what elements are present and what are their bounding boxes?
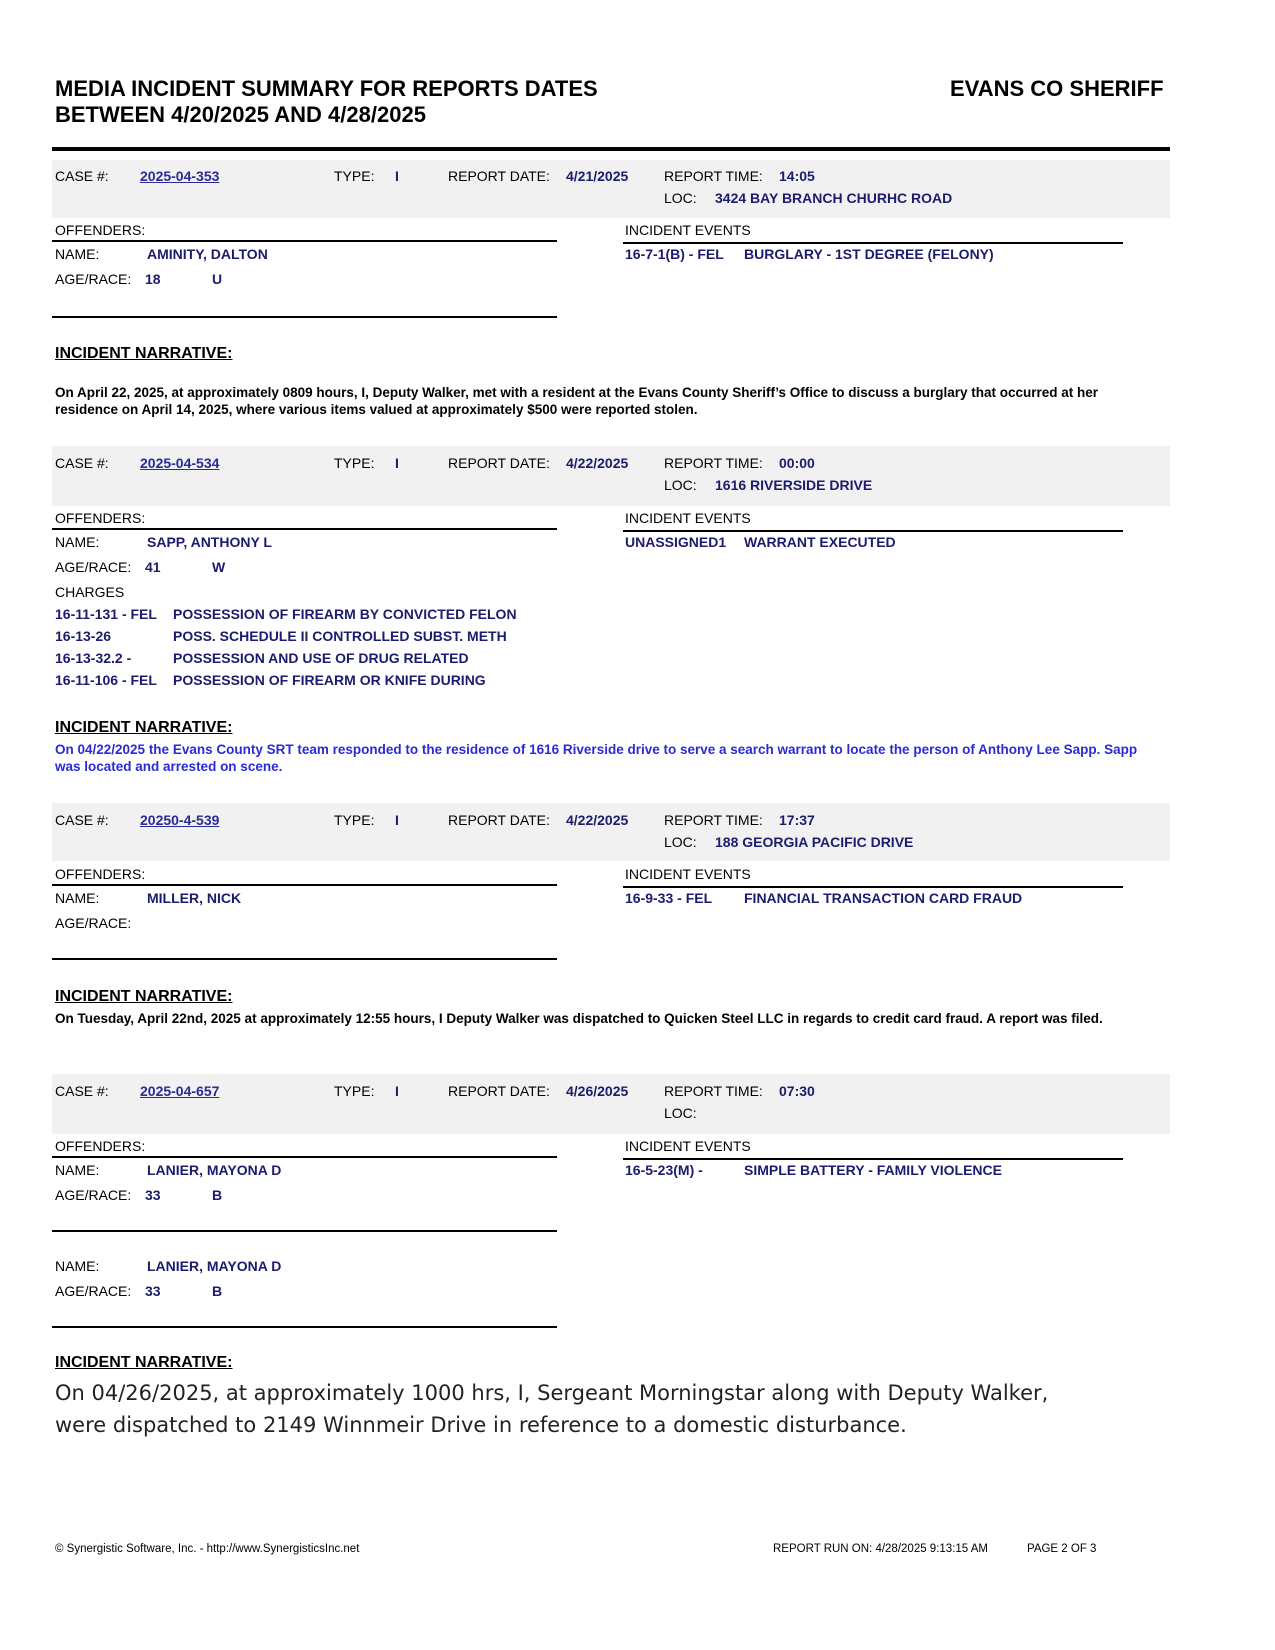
report-date-label: REPORT DATE: <box>448 455 550 471</box>
offender-age: 18 <box>145 271 161 287</box>
report-time-label: REPORT TIME: <box>664 168 763 184</box>
loc-value: 3424 BAY BRANCH CHURHC ROAD <box>715 190 953 206</box>
report-time-label: REPORT TIME: <box>664 1083 763 1099</box>
event-code: 16-7-1(B) - FEL <box>625 246 724 262</box>
age-race-label: AGE/RACE: <box>55 271 132 287</box>
offender-name: LANIER, MAYONA D <box>147 1258 282 1274</box>
report-time-value: 17:37 <box>779 812 815 828</box>
narrative-heading: INCIDENT NARRATIVE: <box>55 719 233 736</box>
report-time-label: REPORT TIME: <box>664 812 763 828</box>
charge-code: 16-11-131 - FEL <box>55 606 157 622</box>
event-code: 16-9-33 - FEL <box>625 890 713 906</box>
narrative-text: On Tuesday, April 22nd, 2025 at approximately 12:55 hours, I Deputy Walker was dispatched to Quicken Steel LLC in regards to credit card fraud. A report was filed. <box>55 1011 1103 1026</box>
offender-name: LANIER, MAYONA D <box>147 1162 282 1178</box>
offender-age: 33 <box>145 1283 161 1299</box>
offender-race: B <box>212 1283 223 1299</box>
case-number-link[interactable]: 2025-04-657 <box>140 1083 220 1099</box>
offender-race: W <box>212 559 226 575</box>
type-label: TYPE: <box>334 812 375 828</box>
event-description: BURGLARY - 1ST DEGREE (FELONY) <box>744 246 994 262</box>
events-underline <box>623 886 1123 888</box>
offender-name: MILLER, NICK <box>147 890 242 906</box>
type-value: I <box>395 1083 399 1099</box>
offender-race: U <box>212 271 223 287</box>
loc-label: LOC: <box>664 190 697 206</box>
age-race-label: AGE/RACE: <box>55 1187 132 1203</box>
offender-divider <box>52 316 557 318</box>
events-underline <box>623 530 1123 532</box>
type-value: I <box>395 455 399 471</box>
offenders-underline <box>52 240 557 242</box>
loc-label: LOC: <box>664 477 697 493</box>
offender-divider <box>52 1326 557 1328</box>
case-label: CASE #: <box>55 812 109 828</box>
type-label: TYPE: <box>334 168 375 184</box>
age-race-label: AGE/RACE: <box>55 1283 132 1299</box>
report-date-label: REPORT DATE: <box>448 812 550 828</box>
charge-description: POSSESSION OF FIREARM BY CONVICTED FELON <box>173 606 517 622</box>
events-underline <box>623 242 1123 244</box>
header-divider <box>52 147 1170 151</box>
type-value: I <box>395 168 399 184</box>
loc-label: LOC: <box>664 1105 697 1121</box>
charge-description: POSS. SCHEDULE II CONTROLLED SUBST. METH <box>173 628 507 644</box>
age-race-label: AGE/RACE: <box>55 559 132 575</box>
offender-age: 33 <box>145 1187 161 1203</box>
report-date-value: 4/26/2025 <box>566 1083 629 1099</box>
name-label: NAME: <box>55 246 100 262</box>
narrative-heading: INCIDENT NARRATIVE: <box>55 988 233 1005</box>
event-code: 16-5-23(M) - <box>625 1162 703 1178</box>
page-title: MEDIA INCIDENT SUMMARY FOR REPORTS DATES BETWEEN 4/20/2025 AND 4/28/2025 <box>55 76 598 127</box>
case-number-link[interactable]: 2025-04-353 <box>140 168 220 184</box>
offender-age: 41 <box>145 559 161 575</box>
event-code: UNASSIGNED1 <box>625 534 727 550</box>
type-label: TYPE: <box>334 1083 375 1099</box>
incident-events-label: INCIDENT EVENTS <box>625 866 751 882</box>
offender-divider <box>52 958 557 960</box>
event-description: WARRANT EXECUTED <box>744 534 896 550</box>
report-date-label: REPORT DATE: <box>448 168 550 184</box>
charge-description: POSSESSION AND USE OF DRUG RELATED <box>173 650 469 666</box>
narrative-text: On April 22, 2025, at approximately 0809 hours, I, Deputy Walker, met with a resident at the Evans County Sheriff’s Office to discuss a burglary that occurred at her residence on April 14, 2025, where various items valued at approximately $500 were reported stolen. <box>55 385 1099 417</box>
charges-label: CHARGES <box>55 584 125 600</box>
incident-events-label: INCIDENT EVENTS <box>625 222 751 238</box>
footer-page-number: PAGE 2 OF 3 <box>1027 1543 1097 1555</box>
loc-label: LOC: <box>664 834 697 850</box>
offenders-underline <box>52 1156 557 1158</box>
report-time-value: 14:05 <box>779 168 815 184</box>
age-race-label: AGE/RACE: <box>55 915 132 931</box>
footer-copyright: © Synergistic Software, Inc. - http://www.SynergisticsInc.net <box>55 1543 360 1555</box>
case-label: CASE #: <box>55 455 109 471</box>
charge-code: 16-13-32.2 - <box>55 650 132 666</box>
incident-events-label: INCIDENT EVENTS <box>625 510 751 526</box>
narrative-heading: INCIDENT NARRATIVE: <box>55 1354 233 1371</box>
offenders-label: OFFENDERS: <box>55 866 146 882</box>
offenders-label: OFFENDERS: <box>55 1138 146 1154</box>
report-date-value: 4/22/2025 <box>566 455 629 471</box>
case-label: CASE #: <box>55 1083 109 1099</box>
report-time-value: 07:30 <box>779 1083 815 1099</box>
offenders-label: OFFENDERS: <box>55 222 146 238</box>
charge-code: 16-11-106 - FEL <box>55 672 157 688</box>
offenders-underline <box>52 528 557 530</box>
name-label: NAME: <box>55 534 100 550</box>
case-number-link[interactable]: 2025-04-534 <box>140 455 220 471</box>
narrative-heading: INCIDENT NARRATIVE: <box>55 345 233 362</box>
type-label: TYPE: <box>334 455 375 471</box>
type-value: I <box>395 812 399 828</box>
report-date-label: REPORT DATE: <box>448 1083 550 1099</box>
offenders-label: OFFENDERS: <box>55 510 146 526</box>
agency-name: EVANS CO SHERIFF <box>950 76 1164 101</box>
event-description: FINANCIAL TRANSACTION CARD FRAUD <box>744 890 1023 906</box>
narrative-text: On 04/22/2025 the Evans County SRT team responded to the residence of 1616 Riverside drive to serve a search warrant to locate the person of Anthony Lee Sapp. Sapp was located and arrested on scene. <box>55 742 1138 774</box>
offender-name: AMINITY, DALTON <box>147 246 268 262</box>
case-number-link[interactable]: 20250-4-539 <box>140 812 220 828</box>
footer-report-run: REPORT RUN ON: 4/28/2025 9:13:15 AM <box>773 1543 988 1555</box>
name-label: NAME: <box>55 890 100 906</box>
charge-code: 16-13-26 <box>55 628 112 644</box>
offender-race: B <box>212 1187 223 1203</box>
report-time-value: 00:00 <box>779 455 815 471</box>
report-time-label: REPORT TIME: <box>664 455 763 471</box>
offender-divider <box>52 1230 557 1232</box>
loc-value: 1616 RIVERSIDE DRIVE <box>715 477 873 493</box>
offenders-underline <box>52 884 557 886</box>
charge-description: POSSESSION OF FIREARM OR KNIFE DURING <box>173 672 486 688</box>
report-date-value: 4/22/2025 <box>566 812 629 828</box>
events-underline <box>623 1158 1123 1160</box>
report-date-value: 4/21/2025 <box>566 168 629 184</box>
case-label: CASE #: <box>55 168 109 184</box>
name-label: NAME: <box>55 1258 100 1274</box>
incident-events-label: INCIDENT EVENTS <box>625 1138 751 1154</box>
name-label: NAME: <box>55 1162 100 1178</box>
offender-name: SAPP, ANTHONY L <box>147 534 272 550</box>
narrative-text: On 04/26/2025, at approximately 1000 hrs, I, Sergeant Morningstar along with Deputy Walker, were dispatched to 2149 Winnmeir Drive in reference to a domestic disturbance. <box>55 1381 1049 1437</box>
event-description: SIMPLE BATTERY - FAMILY VIOLENCE <box>744 1162 1002 1178</box>
loc-value: 188 GEORGIA PACIFIC DRIVE <box>715 834 914 850</box>
